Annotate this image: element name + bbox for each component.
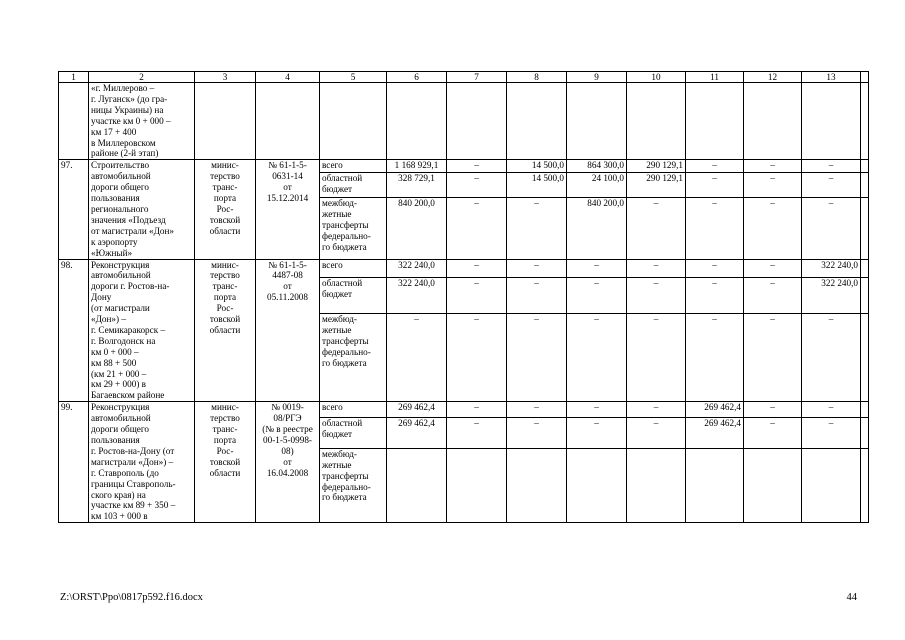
value-cell: – [686,160,744,173]
organization-cell [195,83,256,160]
value-cell [567,448,627,522]
value-cell: – [567,418,627,449]
column-header: 3 [195,72,256,83]
value-cell: – [686,278,744,314]
column-header: 1 [59,72,89,83]
footer-file-path: Z:\ORST\Ppo\0817p592.f16.docx [60,592,203,603]
value-cell [627,83,686,160]
column-header: 11 [686,72,744,83]
column-header: 10 [627,72,686,83]
value-cell [507,448,567,522]
value-cell [744,448,802,522]
value-cell: – [802,173,861,198]
value-cell: – [567,402,627,418]
value-cell [744,83,802,160]
value-cell [861,83,869,160]
value-cell: – [447,278,507,314]
continuation-row [59,83,869,160]
header-row [59,72,869,83]
document-cell: № 0019- 08/РГЭ (№ в реестре 00-1-5-0998- 08) от 16.04.2008 [256,402,320,523]
funding-source-cell: всего [320,259,387,278]
value-cell: – [802,418,861,449]
funding-source-cell: областной бюджет [320,173,387,198]
organization-cell: минис- терство транс- порта Рос- товской области [195,259,256,402]
value-cell [861,418,869,449]
value-cell: – [447,173,507,198]
value-cell: 290 129,1 [627,160,686,173]
value-cell: 24 100,0 [567,173,627,198]
value-cell [627,448,686,522]
column-header: 7 [447,72,507,83]
value-cell: 840 200,0 [567,198,627,259]
value-cell [686,448,744,522]
value-cell: – [686,198,744,259]
table-row [59,160,869,173]
value-cell: – [744,160,802,173]
document-cell [256,83,320,160]
value-cell: – [744,314,802,402]
value-cell: 322 240,0 [387,278,447,314]
table-row [59,259,869,278]
value-cell: – [802,160,861,173]
value-cell: – [507,198,567,259]
funding-source-cell: областной бюджет [320,278,387,314]
row-number-cell: 99. [59,402,89,523]
value-cell [861,402,869,418]
value-cell: – [627,314,686,402]
value-cell: 322 240,0 [802,278,861,314]
value-cell: 322 240,0 [387,259,447,278]
value-cell: – [387,314,447,402]
column-header: 12 [744,72,802,83]
value-cell: – [447,198,507,259]
value-cell: 14 500,0 [507,160,567,173]
value-cell [447,83,507,160]
value-cell: – [447,402,507,418]
value-cell: – [447,314,507,402]
funding-source-cell: межбюд- жетные трансферты федерально- го бюджета [320,198,387,259]
value-cell [447,448,507,522]
budget-table [58,71,869,523]
funding-source-cell: всего [320,402,387,418]
funding-source-cell: межбюд- жетные трансферты федерально- го бюджета [320,448,387,522]
value-cell: 14 500,0 [507,173,567,198]
value-cell: 269 462,4 [387,402,447,418]
value-cell: – [507,278,567,314]
value-cell [802,448,861,522]
value-cell [387,448,447,522]
value-cell [686,83,744,160]
column-header: 9 [567,72,627,83]
value-cell: – [627,278,686,314]
value-cell: – [802,402,861,418]
value-cell: – [507,418,567,449]
value-cell: – [567,278,627,314]
row-number-cell: 98. [59,259,89,402]
funding-source-cell: всего [320,160,387,173]
value-cell [567,83,627,160]
funding-source-cell [320,83,387,160]
value-cell: – [686,259,744,278]
funding-source-cell: областной бюджет [320,418,387,449]
value-cell [861,259,869,278]
row-number-cell: 97. [59,160,89,259]
value-cell: – [744,173,802,198]
value-cell: – [507,402,567,418]
value-cell: – [627,402,686,418]
column-header: 13 [802,72,861,83]
value-cell: 322 240,0 [802,259,861,278]
value-cell: 269 462,4 [686,402,744,418]
value-cell [387,83,447,160]
organization-cell: минис- терство транс- порта Рос- товской области [195,160,256,259]
value-cell: – [447,259,507,278]
object-name-cell: «г. Миллерово – г. Луганск» (до гра- ницы Украины) на участке км 0 + 000 – км 17 + 400 в Миллеровском районе (2-й этап) [89,83,195,160]
value-cell [861,173,869,198]
table-body [59,72,869,523]
value-cell: – [447,418,507,449]
column-header: 6 [387,72,447,83]
value-cell: – [744,259,802,278]
value-cell [861,198,869,259]
value-cell [861,314,869,402]
value-cell: 864 300,0 [567,160,627,173]
value-cell [861,278,869,314]
value-cell: 840 200,0 [387,198,447,259]
value-cell: – [507,314,567,402]
value-cell: – [447,160,507,173]
value-cell: 290 129,1 [627,173,686,198]
value-cell: – [744,402,802,418]
value-cell [802,83,861,160]
value-cell: – [567,314,627,402]
value-cell: – [567,259,627,278]
value-cell: 328 729,1 [387,173,447,198]
document-cell: № 61-1-5- 0631-14 от 15.12.2014 [256,160,320,259]
value-cell: – [744,278,802,314]
column-header: 2 [89,72,195,83]
object-name-cell: Реконструкция автомобильной дороги общего пользования г. Ростов-на-Дону (от магистрали «Дон») – г. Ставрополь (до границы Ставрополь- ского края) на участке км 89 + 350 – км 103 + 000 в [89,402,195,523]
object-name-cell: Реконструкция автомобильной дороги г. Ростов-на- Дону (от магистрали «Дон») – г. Семикаракорск – г. Волгодонск на км 0 + 000 – км 88 + 500 (км 21 + 000 – км 29 + 000) в Багаевском районе [89,259,195,402]
funding-source-cell: межбюд- жетные трансферты федерально- го бюджета [320,314,387,402]
value-cell: – [627,198,686,259]
page-number: 44 [846,592,857,603]
column-header: 8 [507,72,567,83]
value-cell: – [802,314,861,402]
value-cell [861,448,869,522]
value-cell: – [627,259,686,278]
value-cell: – [627,418,686,449]
organization-cell: минис- терство транс- порта Рос- товской области [195,402,256,523]
table-row [59,402,869,418]
value-cell [507,83,567,160]
object-name-cell: Строительство автомобильной дороги общего пользования регионального значения «Подъезд от магистрали «Дон» к аэропорту «Южный» [89,160,195,259]
value-cell [861,160,869,173]
row-number-cell [59,83,89,160]
value-cell: – [686,173,744,198]
column-header [861,72,869,83]
value-cell: – [507,259,567,278]
document-cell: № 61-1-5- 4487-08 от 05.11.2008 [256,259,320,402]
value-cell: – [744,198,802,259]
column-header: 4 [256,72,320,83]
value-cell: 1 168 929,1 [387,160,447,173]
value-cell: – [802,198,861,259]
value-cell: 269 462,4 [686,418,744,449]
value-cell: – [686,314,744,402]
value-cell: 269 462,4 [387,418,447,449]
column-header: 5 [320,72,387,83]
value-cell: – [744,418,802,449]
